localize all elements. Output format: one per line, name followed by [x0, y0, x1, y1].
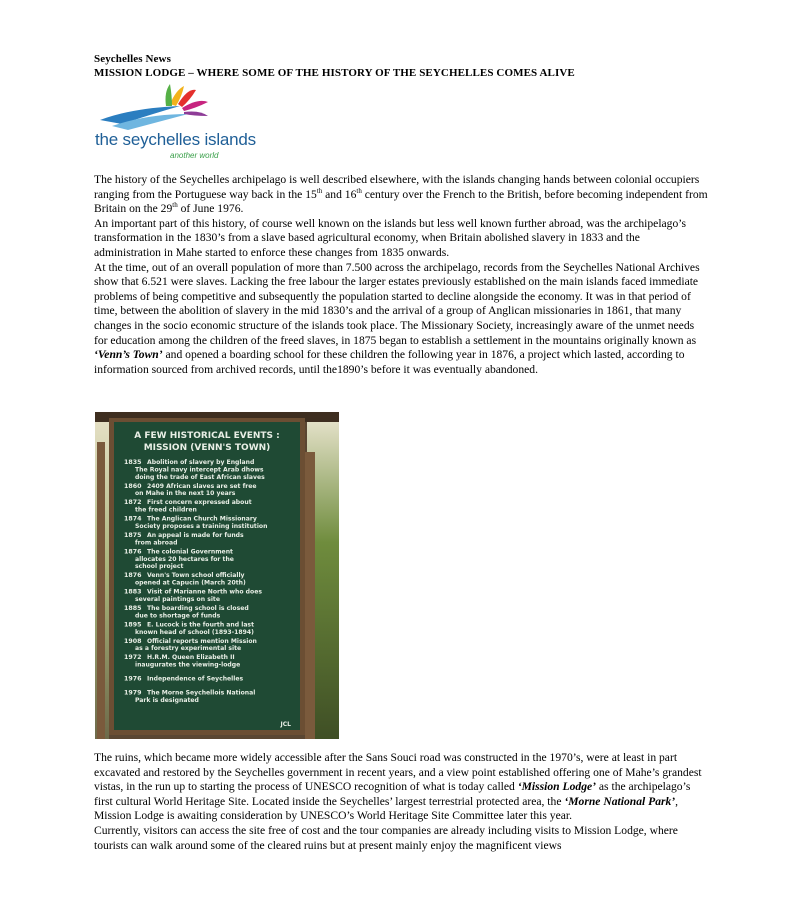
sign-entry-line: the freed children: [135, 506, 197, 514]
paragraph-transformation: An important part of this history, of course well known on the islands but less well known further abroad, was the archipelago’s transformation in the 1830’s from a slave based agricultural economy, when Britain abolished slavery in 1833 and the administration in Mahe started to enforce these changes from 1835 onwards.: [94, 216, 687, 259]
sign-entry-line: Independence of Seychelles: [147, 675, 244, 683]
logo-wordmark: the seychelles islands: [95, 130, 256, 149]
sign-photo-svg: [95, 412, 339, 739]
sign-entry-line: school project: [135, 563, 184, 571]
sign-entry-line: The Royal navy intercept Arab dhows: [135, 466, 264, 474]
sign-initials: JCL: [280, 721, 291, 728]
paragraph-history: The history of the Seychelles archipelago is well described elsewhere, with the islands changing hands between colonial occupiers ranging from the Portuguese way back in the 15th and 16th century over the French to the British, before becoming independent from Britain on the 29th of June 1976.: [94, 173, 708, 216]
sign-entry-line: allocates 20 hectares for the: [135, 555, 234, 563]
sign-entry-line: due to shortage of funds: [135, 612, 221, 620]
sign-entry-line: The Morne Seychellois National: [147, 689, 256, 697]
sign-entry-year: 1874: [124, 515, 142, 523]
sign-entry-line: known head of school (1893-1894): [135, 628, 254, 636]
sign-entry-line: E. Lucock is the fourth and last: [147, 621, 254, 629]
sign-entry-line: First concern expressed about: [147, 499, 252, 507]
sign-entry-year: 1883: [124, 588, 142, 596]
logo-tagline: another world: [170, 151, 219, 160]
sign-entry-year: 1875: [124, 532, 142, 539]
sign-entry-line: The colonial Government: [147, 548, 233, 556]
paragraph-visitors: Currently, visitors can access the site free of cost and the tour companies are already including visits to Mission Lodge, where tourists can walk around some of the cleared ruins but at present mainly enjoy the magnificent views: [94, 823, 678, 852]
sign-entry-year: 1895: [124, 621, 142, 629]
sign-entry-line: opened at Capucin (March 20th): [135, 579, 246, 587]
bird-logo-icon: [92, 80, 252, 132]
sign-entry-line: as a forestry experimental site: [135, 645, 242, 653]
sign-entry-line: Visit of Marianne North who does: [147, 588, 262, 596]
sign-entry-line: Park is designated: [135, 697, 199, 704]
sign-entry-line: Society proposes a training institution: [135, 523, 268, 530]
article-body-top: [94, 173, 708, 377]
sign-entry-year: 1876: [124, 548, 142, 556]
sign-entry-year: 1860: [124, 482, 142, 490]
sign-entry-year: 1972: [124, 654, 142, 662]
sign-entry-line: from abroad: [135, 539, 178, 547]
sign-entry-line: The Anglican Church Missionary: [147, 515, 257, 523]
sign-entry-line: inaugurates the viewing-lodge: [135, 661, 241, 669]
sign-entry-line: The boarding school is closed: [147, 605, 249, 612]
sign-entry-year: 1885: [124, 605, 142, 612]
sign-entry-year: 1908: [124, 637, 142, 645]
sign-entry-line: 2409 African slaves are set free: [147, 482, 257, 490]
sign-entry-line: on Mahe in the next 10 years: [135, 490, 236, 498]
article-body-bottom: [94, 751, 708, 853]
sign-entry-year: 1835: [124, 459, 142, 466]
sign-entry-line: Abolition of slavery by England: [147, 459, 255, 466]
sign-heading: A FEW HISTORICAL EVENTS :: [134, 431, 280, 441]
sign-entry-line: Official reports mention Mission: [147, 637, 257, 645]
sign-subheading: MISSION (VENN'S TOWN): [143, 443, 271, 453]
sign-entry-line: Venn's Town school officially: [147, 572, 245, 580]
news-source: Seychelles News: [94, 53, 171, 65]
historical-sign-photo: [95, 412, 339, 739]
sign-entry-year: 1976: [124, 675, 142, 683]
sign-entry-year: 1876: [124, 572, 142, 580]
sign-entry-line: H.R.M. Queen Elizabeth II: [147, 654, 235, 662]
sign-entry-year: 1872: [124, 499, 142, 507]
seychelles-islands-logo: [92, 80, 256, 162]
sign-entry-line: several paintings on site: [135, 596, 220, 603]
sign-entry-line: doing the trade of East African slaves: [135, 473, 265, 481]
paragraph-ruins: The ruins, which became more widely accessible after the Sans Souci road was constructed in the 1970’s, were at least in part excavated and restored by the Seychelles government in recent years, and a view point established offering one of Mahe’s grandest vistas, in the run up to starting the process of UNESCO recognition of what is today called ‘Mission Lodge’ as the archipelago’s first cultural World Heritage Site. Located inside the Seychelles’ largest terrestrial protected area, the ‘Morne National Park’, Mission Lodge is awaiting consideration by UNESCO’s World Heritage Site Committee later this year.: [94, 751, 702, 823]
sign-entry-line: An appeal is made for funds: [147, 532, 244, 539]
sign-entry-year: 1979: [124, 689, 142, 697]
article-title: MISSION LODGE – WHERE SOME OF THE HISTORY OF THE SEYCHELLES COMES ALIVE: [94, 67, 575, 79]
paragraph-population: At the time, out of an overall population of more than 7.500 across the archipelago, records from the Seychelles National Archives show that 6.521 were slaves. Lacking the free labour the larger estates previously established on the main islands faced immediate problems of being competitive and subsequently the population started to decline alongside the economy. It was in that period of time, between the abolition of slavery in the mid 1830’s and the arrival of a group of Anglican missionaries in 1861, that many changes in the socio economic structure of the islands took place. The Missionary Society, increasingly aware of the unmet needs for education among the children of the freed slaves, in 1875 began to establish a settlement in the mountains originally known as ‘Venn’s Town’ and opened a boarding school for these children the following year in 1876, a project which lasted, according to information sourced from archived records, until the1890’s before it was eventually abandoned.: [94, 260, 700, 376]
